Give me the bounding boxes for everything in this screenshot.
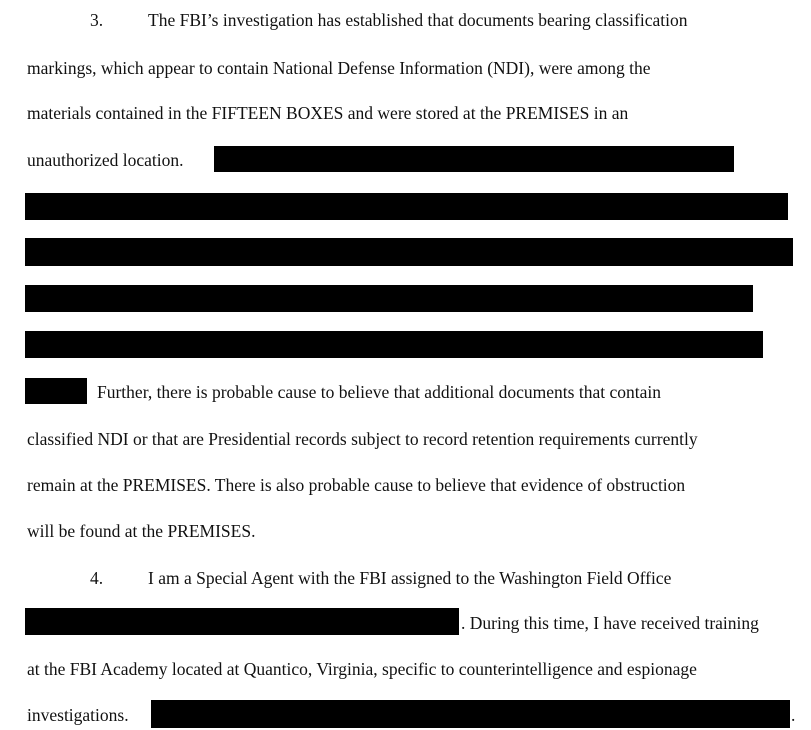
paragraph-number: 3. — [90, 10, 104, 30]
text-line: I am a Special Agent with the FBI assigned to the Washington Field Office — [148, 568, 672, 588]
text-line: Further, there is probable cause to believe that additional documents that contain — [97, 382, 661, 402]
redaction-block — [25, 378, 87, 404]
text-line: materials contained in the FIFTEEN BOXES and were stored at the PREMISES in an — [27, 103, 629, 123]
text-line: at the FBI Academy located at Quantico, Virginia, specific to counterintelligence and espionage — [27, 659, 697, 679]
redaction-block — [151, 700, 790, 728]
text-line: remain at the PREMISES. There is also probable cause to believe that evidence of obstruction — [27, 475, 686, 495]
redaction-block — [214, 146, 734, 172]
redaction-block — [25, 285, 753, 312]
text-line: unauthorized location. — [27, 150, 184, 170]
paragraph-number: 4. — [90, 568, 104, 588]
text-line: will be found at the PREMISES. — [27, 521, 256, 541]
redaction-block — [25, 331, 763, 358]
text-line: classified NDI or that are Presidential records subject to record retention requirements currently — [27, 429, 698, 449]
text-line: markings, which appear to contain National Defense Information (NDI), were among the — [27, 58, 651, 78]
text-line: . — [791, 705, 796, 725]
redaction-block — [25, 608, 459, 635]
redaction-block — [25, 193, 788, 220]
text-line: investigations. — [27, 705, 129, 725]
text-line: . During this time, I have received training — [461, 613, 759, 633]
redaction-block — [25, 238, 793, 266]
text-line: The FBI’s investigation has established that documents bearing classification — [148, 10, 688, 30]
